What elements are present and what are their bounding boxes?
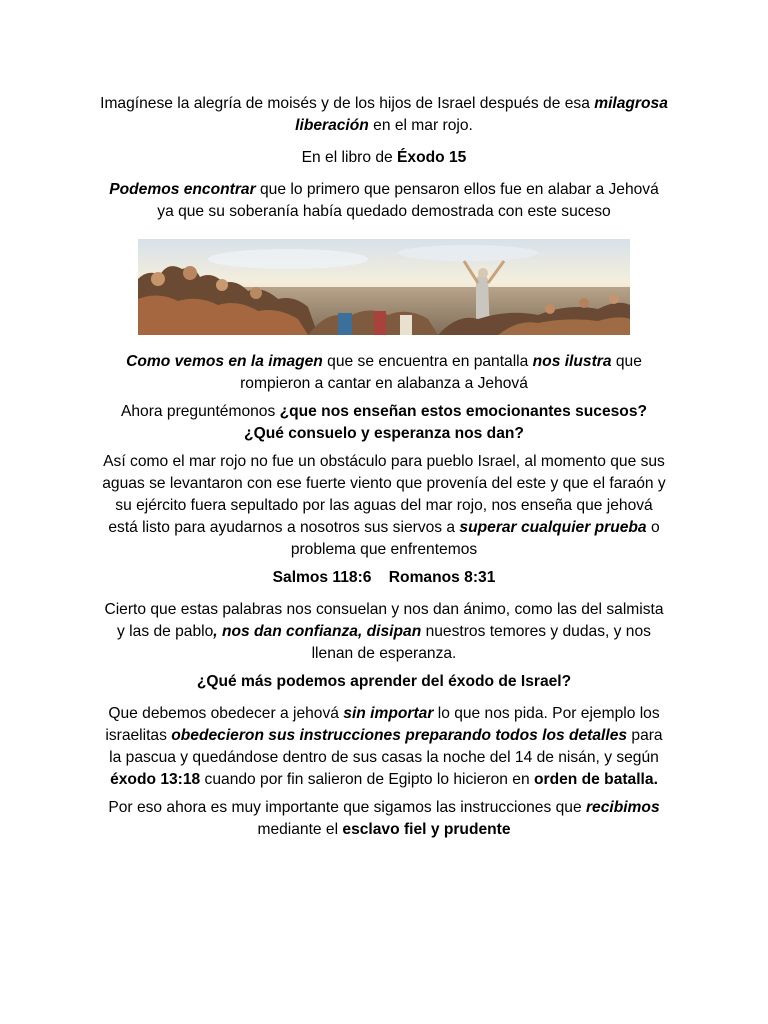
figure-head (183, 266, 197, 280)
figure-head (579, 298, 589, 308)
figure-head (609, 294, 619, 304)
document-body (100, 93, 668, 851)
robe-blue (338, 313, 352, 335)
figure-head (250, 287, 262, 299)
moses-head (478, 268, 488, 278)
cloud-shape (208, 249, 368, 269)
figure-head (216, 279, 228, 291)
lesson-question: ¿Qué más podemos aprender del éxodo de Israel? (196, 673, 572, 690)
closing-paragraph: Por eso ahora es muy importante que sigamos las instrucciones que recibimos mediante el esclavo fiel y prudente (108, 799, 660, 838)
intro-paragraph: Imagínese la alegría de moisés y de los hijos de Israel después de esa milagrosa liberación en el mar rojo. (100, 95, 668, 134)
praise-paragraph: Podemos encontrar que lo primero que pensaron ellos fue en alabar a Jehová ya que su soberanía había quedado demostrada con este suceso (109, 181, 659, 220)
red-sea-paragraph: Así como el mar rojo no fue un obstáculo para pueblo Israel, al momento que sus aguas se levantaron con ese fuerte viento que provenía del este y que el faraón y su ejército fuera sepultado por las aguas del mar rojo, nos enseña que jehová está listo para ayudarnos a nosotros sus siervos a superar cualquier prueba o problema que enfrentemos (102, 453, 666, 558)
bible-references: Salmos 118:6 Romanos 8:31 (272, 569, 496, 586)
obedience-paragraph: Que debemos obedecer a jehová sin importar lo que nos pida. Por ejemplo los israelitas obedecieron sus instrucciones preparando todos los detalles para la pascua y quedándose dentro de sus casas la noche del 14 de nisán, y según éxodo 13:18 cuando por fin salieron de Egipto lo hicieron en orden de batalla. (105, 705, 663, 788)
cloud-shape (398, 245, 538, 261)
figure-head (151, 272, 165, 286)
robe-white (400, 315, 412, 335)
israelites-praising-image (138, 239, 630, 335)
image-description-paragraph: Como vemos en la imagen que se encuentra en pantalla nos ilustra que rompieron a cantar en alabanza a Jehová (126, 353, 642, 392)
figure-head (545, 304, 555, 314)
question-paragraph: Ahora preguntémonos ¿que nos enseñan estos emocionantes sucesos? ¿Qué consuelo y esperanza nos dan? (120, 403, 648, 442)
scripture-reference-paragraph: En el libro de Éxodo 15 (301, 149, 467, 166)
robe-red (374, 311, 386, 335)
comfort-paragraph: Cierto que estas palabras nos consuelan y nos dan ánimo, como las del salmista y las de pablo, nos dan confianza, disipan nuestros temores y dudas, y nos llenan de esperanza. (104, 601, 664, 662)
